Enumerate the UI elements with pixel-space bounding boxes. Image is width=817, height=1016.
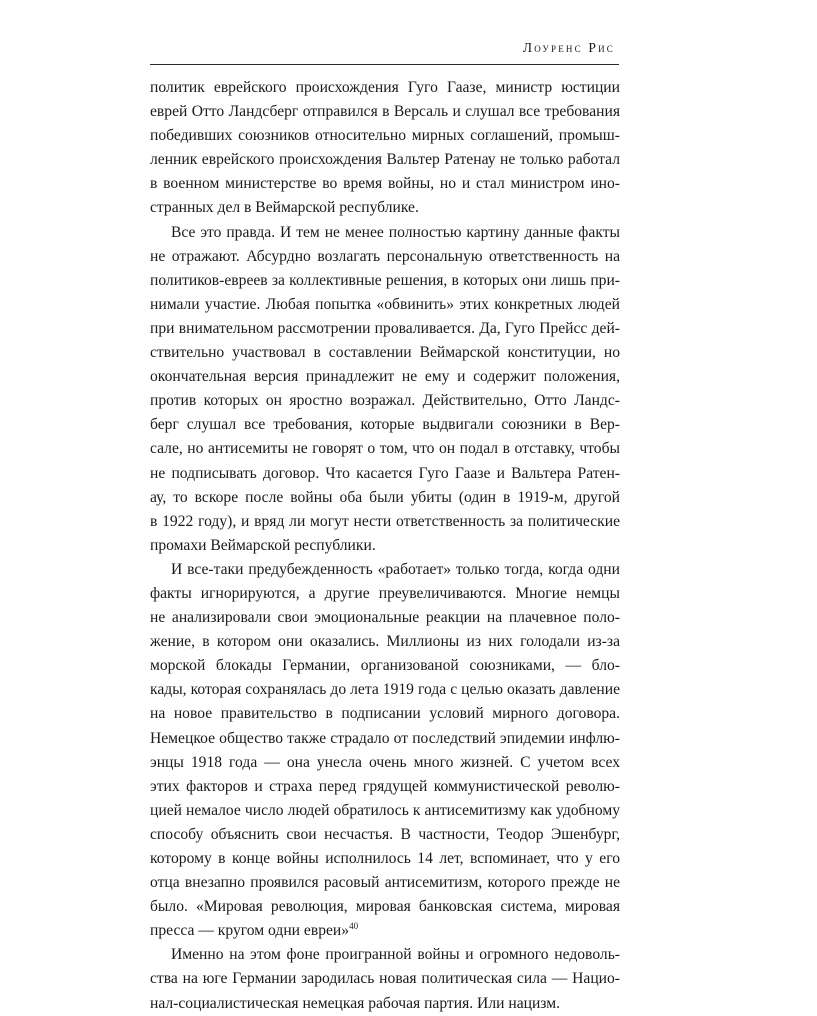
paragraph-1 — [150, 76, 620, 221]
text-line: ствительно участвовал в составлении Веймарской конституции, но — [150, 344, 620, 362]
text-line: Именно на этом фоне проигранной войны и огромного недоволь- — [171, 946, 620, 964]
text-line: в 1922 году), и вряд ли могут нести ответственность за политические — [150, 512, 620, 530]
text-line: Все это правда. И тем не менее полностью картину данные факты — [171, 223, 620, 241]
text-line: при внимательном рассмотрении проваливается. Да, Гуго Прейсс дей- — [150, 319, 620, 337]
text-line: Немецкое общество также страдало от последствий эпидемии инфлю- — [150, 729, 620, 747]
text-line: факты игнорируются, а другие преувеличиваются. Многие немцы — [150, 584, 620, 602]
text-line: ленник еврейского происхождения Вальтер Ратенау не только работал — [150, 151, 620, 169]
text-line: кады, которая сохранялась до лета 1919 года с целью оказать давление — [150, 681, 620, 699]
paragraph-2 — [150, 221, 620, 558]
text-line: победивших союзников относительно мирных соглашений, промыш- — [150, 127, 620, 145]
text-line: не отражают. Абсурдно возлагать персональную ответственность на — [150, 247, 620, 265]
text-line: окончательная версия принадлежит не ему и содержит положения, — [150, 368, 620, 386]
text-line: морской блокады Германии, организованой союзниками, — бло- — [150, 657, 620, 675]
running-title: Лоуренс Рис — [522, 40, 615, 55]
footnote-reference[interactable]: 40 — [349, 921, 359, 932]
text-line: странных дел в Веймарской республике. — [150, 199, 419, 217]
text-line: И все-таки предубежденность «работает» только тогда, когда одни — [171, 560, 620, 578]
text-line: сале, но антисемиты не говорят о том, что он подал в отставку, чтобы — [150, 440, 620, 458]
text-line: промахи Веймарской республики. — [150, 536, 376, 554]
paragraph-4 — [150, 943, 620, 1015]
header-rule — [150, 64, 619, 65]
text-line: отца внезапно проявился расовый антисемитизм, которого прежде не — [150, 874, 620, 892]
text-line-with-footnote — [150, 919, 620, 943]
text-line: в военном министерстве во время войны, но и стал министром ино- — [150, 175, 620, 193]
text-line: политик еврейского происхождения Гуго Гаазе, министр юстиции — [150, 79, 620, 96]
text-line: цией немалое число людей обратилось к антисемитизму как удобному — [150, 801, 620, 819]
text-line: которому в конце войны исполнилось 14 лет, вспоминает, что у его — [150, 850, 620, 867]
text-line: берг слушал все требования, которые выдвигали союзники в Вер- — [150, 416, 620, 434]
text-line: нал-социалистическая немецкая рабочая партия. Или нацизм. — [150, 994, 561, 1012]
text-line: ау, то вскоре после войны оба были убиты (один в 1919-м, другой — [150, 488, 620, 506]
text-line: против которых он яростно возражал. Действительно, Отто Ландс- — [150, 392, 620, 410]
text-line: нимали участие. Любая попытка «обвинить» этих конкретных людей — [150, 295, 620, 313]
text-line: еврей Отто Ландсберг отправился в Версаль и слушал все требования — [150, 103, 620, 121]
text-line: этих факторов и страха перед грядущей коммунистической револю- — [150, 777, 620, 795]
body-text — [150, 76, 620, 1016]
text-line: ства на юге Германии зародилась новая политическая сила — Нацио- — [150, 970, 620, 988]
text-line: энцы 1918 года — она унесла очень много жизней. С учетом всех — [150, 753, 620, 771]
text-line: политиков-евреев за коллективные решения, в которых они лишь при- — [150, 271, 620, 289]
text-line: не подписывать договор. Что касается Гуго Гаазе и Вальтера Ратен- — [150, 464, 620, 482]
text-line: способу объяснить свои несчастья. В частности, Теодор Эшенбург, — [150, 825, 620, 843]
paragraph-3 — [150, 558, 620, 944]
text-line: не анализировали свои эмоциональные реакции на плачевное поло- — [150, 609, 620, 627]
text-line: пресса — кругом одни евреи» — [150, 922, 350, 940]
text-line: было. «Мировая революция, мировая банковская система, мировая — [150, 898, 620, 916]
text-line: жение, в котором они оказались. Миллионы из них голодали из-за — [150, 633, 620, 651]
text-line: на новое правительство в подписании условий мирного договора. — [150, 705, 620, 723]
